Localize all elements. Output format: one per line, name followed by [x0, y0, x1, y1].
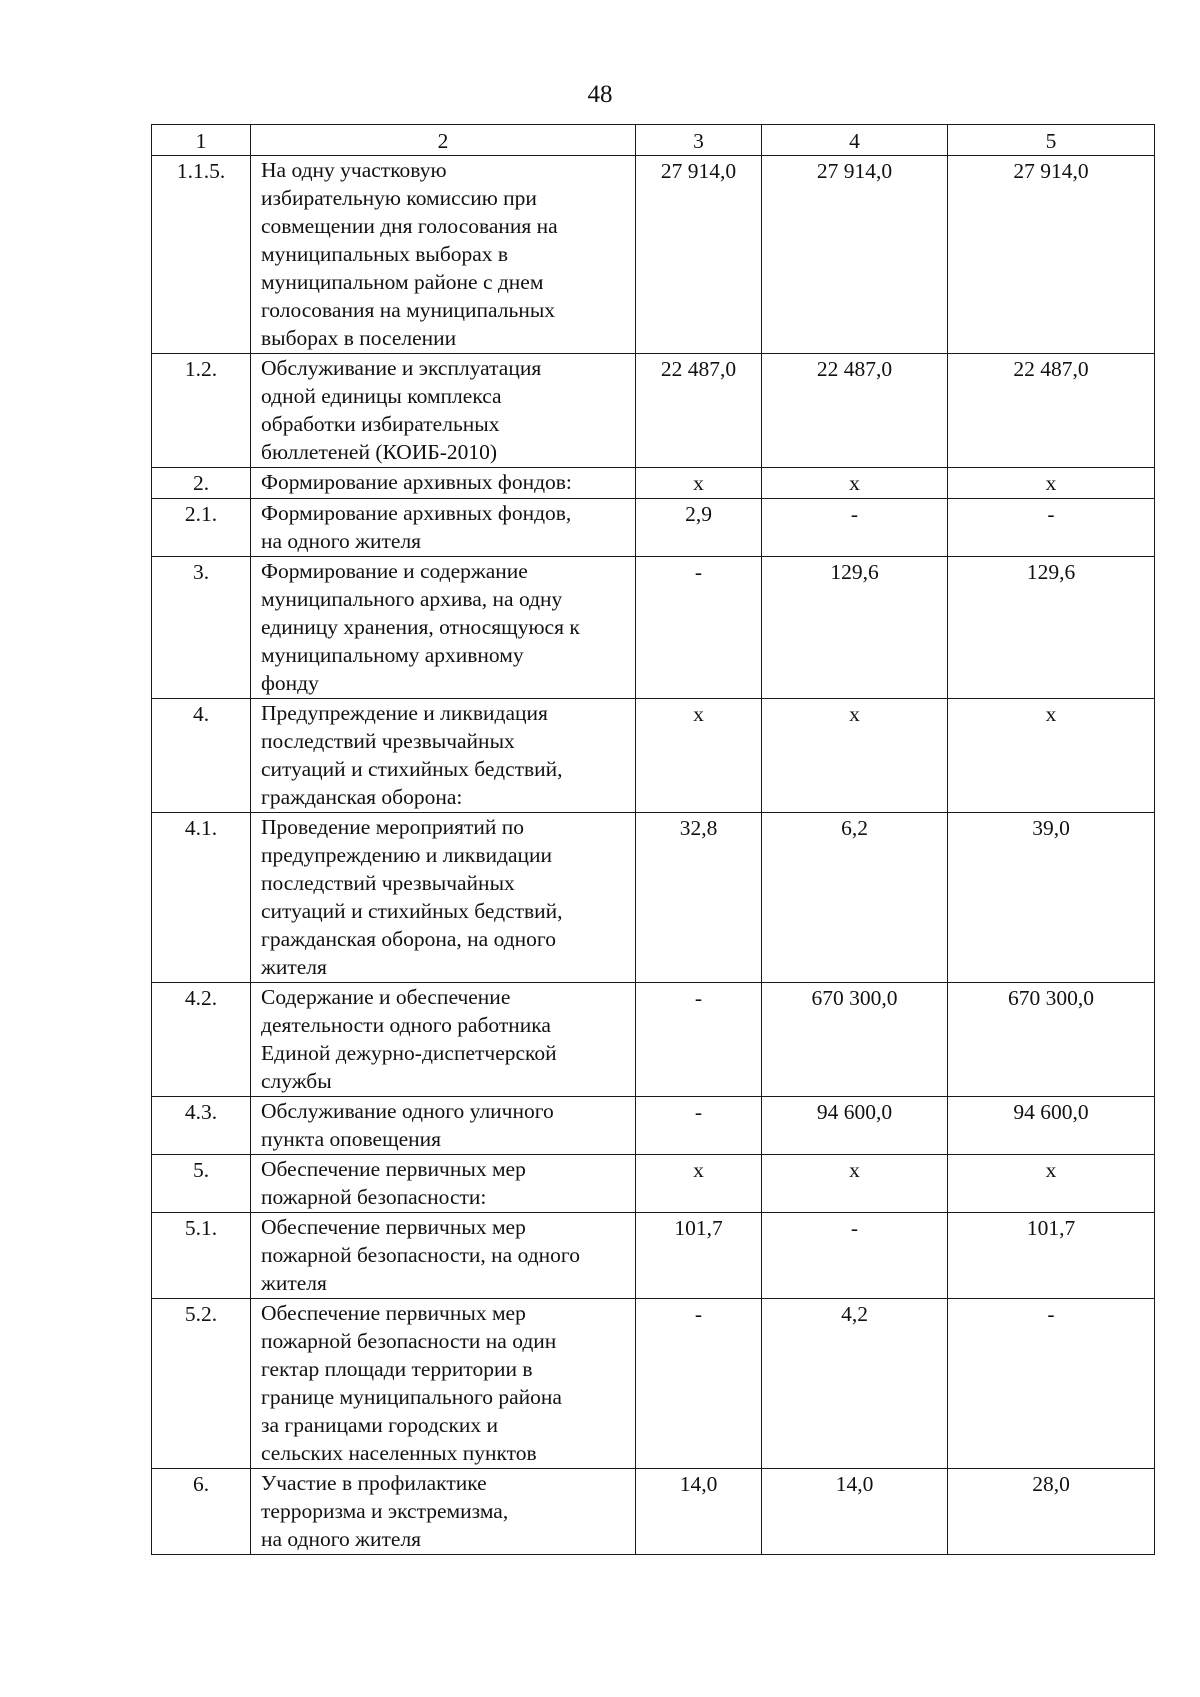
description-line: границе муниципального района — [261, 1385, 562, 1409]
description-line: одной единицы комплекса — [261, 384, 502, 408]
value-c3: - — [636, 1299, 762, 1469]
description-line: Обеспечение первичных мер — [261, 1301, 526, 1325]
row-number: 4.3. — [152, 1097, 251, 1155]
value-c4: х — [762, 468, 948, 499]
value-c4: 94 600,0 — [762, 1097, 948, 1155]
row-description — [251, 1299, 636, 1469]
row-number: 3. — [152, 557, 251, 699]
table-row — [152, 557, 1155, 699]
row-number: 4.1. — [152, 813, 251, 983]
row-number: 4.2. — [152, 983, 251, 1097]
value-c3: х — [636, 468, 762, 499]
value-c3: х — [636, 699, 762, 813]
value-c4: 670 300,0 — [762, 983, 948, 1097]
description-line: муниципальном районе с днем — [261, 270, 544, 294]
description-line: Обеспечение первичных мер — [261, 1157, 526, 1181]
row-number: 5. — [152, 1155, 251, 1213]
table-row — [152, 1299, 1155, 1469]
description-line: Формирование архивных фондов, — [261, 501, 572, 525]
value-c4: 6,2 — [762, 813, 948, 983]
value-c3: 27 914,0 — [636, 156, 762, 354]
header-col-4: 4 — [762, 125, 948, 156]
value-c5: 28,0 — [948, 1469, 1155, 1555]
row-description — [251, 499, 636, 557]
description-line: пожарной безопасности, на одного — [261, 1243, 580, 1267]
value-c3: - — [636, 1097, 762, 1155]
description-line: муниципальному архивному — [261, 643, 524, 667]
value-c5: - — [948, 1299, 1155, 1469]
description-line: предупреждению и ликвидации — [261, 843, 553, 867]
description-line: пожарной безопасности: — [261, 1185, 487, 1209]
value-c4: 14,0 — [762, 1469, 948, 1555]
description-line: гражданская оборона: — [261, 785, 463, 809]
description-line: службы — [261, 1069, 332, 1093]
description-line: деятельности одного работника — [261, 1013, 551, 1037]
row-number: 5.2. — [152, 1299, 251, 1469]
row-description — [251, 699, 636, 813]
value-c4: 22 487,0 — [762, 354, 948, 468]
description-line: муниципального архива, на одну — [261, 587, 563, 611]
table-row — [152, 1213, 1155, 1299]
row-number: 4. — [152, 699, 251, 813]
description-line: пожарной безопасности на один — [261, 1329, 557, 1353]
description-line: гражданская оборона, на одного — [261, 927, 556, 951]
header-col-1: 1 — [152, 125, 251, 156]
row-description — [251, 156, 636, 354]
header-col-2: 2 — [251, 125, 636, 156]
table-row — [152, 983, 1155, 1097]
description-line: сельских населенных пунктов — [261, 1441, 537, 1465]
value-c3: х — [636, 1155, 762, 1213]
value-c5: х — [948, 699, 1155, 813]
description-line: На одну участковую — [261, 158, 447, 182]
row-number: 1.1.5. — [152, 156, 251, 354]
row-description — [251, 1155, 636, 1213]
description-line: Проведение мероприятий по — [261, 815, 525, 839]
table-row — [152, 499, 1155, 557]
description-line: Обслуживание и эксплуатация — [261, 356, 542, 380]
header-col-5: 5 — [948, 125, 1155, 156]
norms-table — [151, 124, 1155, 1555]
description-line: на одного жителя — [261, 529, 422, 553]
table-row — [152, 1469, 1155, 1555]
table-row — [152, 354, 1155, 468]
description-line: голосования на муниципальных — [261, 298, 556, 322]
table-row — [152, 699, 1155, 813]
value-c4: 129,6 — [762, 557, 948, 699]
page-number: 48 — [587, 81, 613, 108]
description-line: совмещении дня голосования на — [261, 214, 558, 238]
description-line: гектар площади территории в — [261, 1357, 533, 1381]
value-c5: х — [948, 468, 1155, 499]
row-description — [251, 468, 636, 499]
description-line: ситуаций и стихийных бедствий, — [261, 757, 563, 781]
value-c5: 670 300,0 — [948, 983, 1155, 1097]
row-description — [251, 1097, 636, 1155]
description-line: на одного жителя — [261, 1527, 422, 1551]
description-line: фонду — [261, 671, 319, 695]
description-line: Формирование архивных фондов: — [261, 470, 572, 494]
description-line: последствий чрезвычайных — [261, 871, 515, 895]
description-line: Обеспечение первичных мер — [261, 1215, 526, 1239]
row-number: 1.2. — [152, 354, 251, 468]
value-c3: 101,7 — [636, 1213, 762, 1299]
row-number: 2.1. — [152, 499, 251, 557]
value-c3: - — [636, 983, 762, 1097]
description-line: пункта оповещения — [261, 1127, 442, 1151]
value-c4: - — [762, 1213, 948, 1299]
description-line: ситуаций и стихийных бедствий, — [261, 899, 563, 923]
value-c4: х — [762, 1155, 948, 1213]
description-line: жителя — [261, 1271, 327, 1295]
table-row — [152, 156, 1155, 354]
value-c5: 39,0 — [948, 813, 1155, 983]
value-c5: х — [948, 1155, 1155, 1213]
value-c3: 22 487,0 — [636, 354, 762, 468]
value-c5: 129,6 — [948, 557, 1155, 699]
row-description — [251, 1469, 636, 1555]
value-c3: 32,8 — [636, 813, 762, 983]
header-col-3: 3 — [636, 125, 762, 156]
description-line: Формирование и содержание — [261, 559, 528, 583]
table-header-row — [152, 125, 1155, 156]
description-line: терроризма и экстремизма, — [261, 1499, 509, 1523]
description-line: Предупреждение и ликвидация — [261, 701, 548, 725]
value-c4: 27 914,0 — [762, 156, 948, 354]
description-line: обработки избирательных — [261, 412, 500, 436]
description-line: Единой дежурно-диспетчерской — [261, 1041, 557, 1065]
row-description — [251, 813, 636, 983]
row-description — [251, 1213, 636, 1299]
value-c5: - — [948, 499, 1155, 557]
value-c3: 14,0 — [636, 1469, 762, 1555]
value-c4: 4,2 — [762, 1299, 948, 1469]
description-line: за границами городских и — [261, 1413, 499, 1437]
description-line: жителя — [261, 955, 327, 979]
description-line: выборах в поселении — [261, 326, 457, 350]
row-description — [251, 354, 636, 468]
table-row — [152, 1155, 1155, 1213]
value-c5: 22 487,0 — [948, 354, 1155, 468]
row-description — [251, 983, 636, 1097]
row-number: 6. — [152, 1469, 251, 1555]
description-line: муниципальных выборах в — [261, 242, 509, 266]
description-line: единицу хранения, относящуюся к — [261, 615, 580, 639]
value-c4: - — [762, 499, 948, 557]
value-c3: 2,9 — [636, 499, 762, 557]
table-row — [152, 468, 1155, 499]
description-line: последствий чрезвычайных — [261, 729, 515, 753]
row-description — [251, 557, 636, 699]
description-line: Участие в профилактике — [261, 1471, 487, 1495]
description-line: Содержание и обеспечение — [261, 985, 511, 1009]
value-c5: 94 600,0 — [948, 1097, 1155, 1155]
description-line: Обслуживание одного уличного — [261, 1099, 554, 1123]
value-c4: х — [762, 699, 948, 813]
description-line: избирательную комиссию при — [261, 186, 537, 210]
row-number: 2. — [152, 468, 251, 499]
description-line: бюллетеней (КОИБ-2010) — [261, 440, 498, 464]
value-c3: - — [636, 557, 762, 699]
value-c5: 101,7 — [948, 1213, 1155, 1299]
table-row — [152, 1097, 1155, 1155]
value-c5: 27 914,0 — [948, 156, 1155, 354]
table-row — [152, 813, 1155, 983]
row-number: 5.1. — [152, 1213, 251, 1299]
